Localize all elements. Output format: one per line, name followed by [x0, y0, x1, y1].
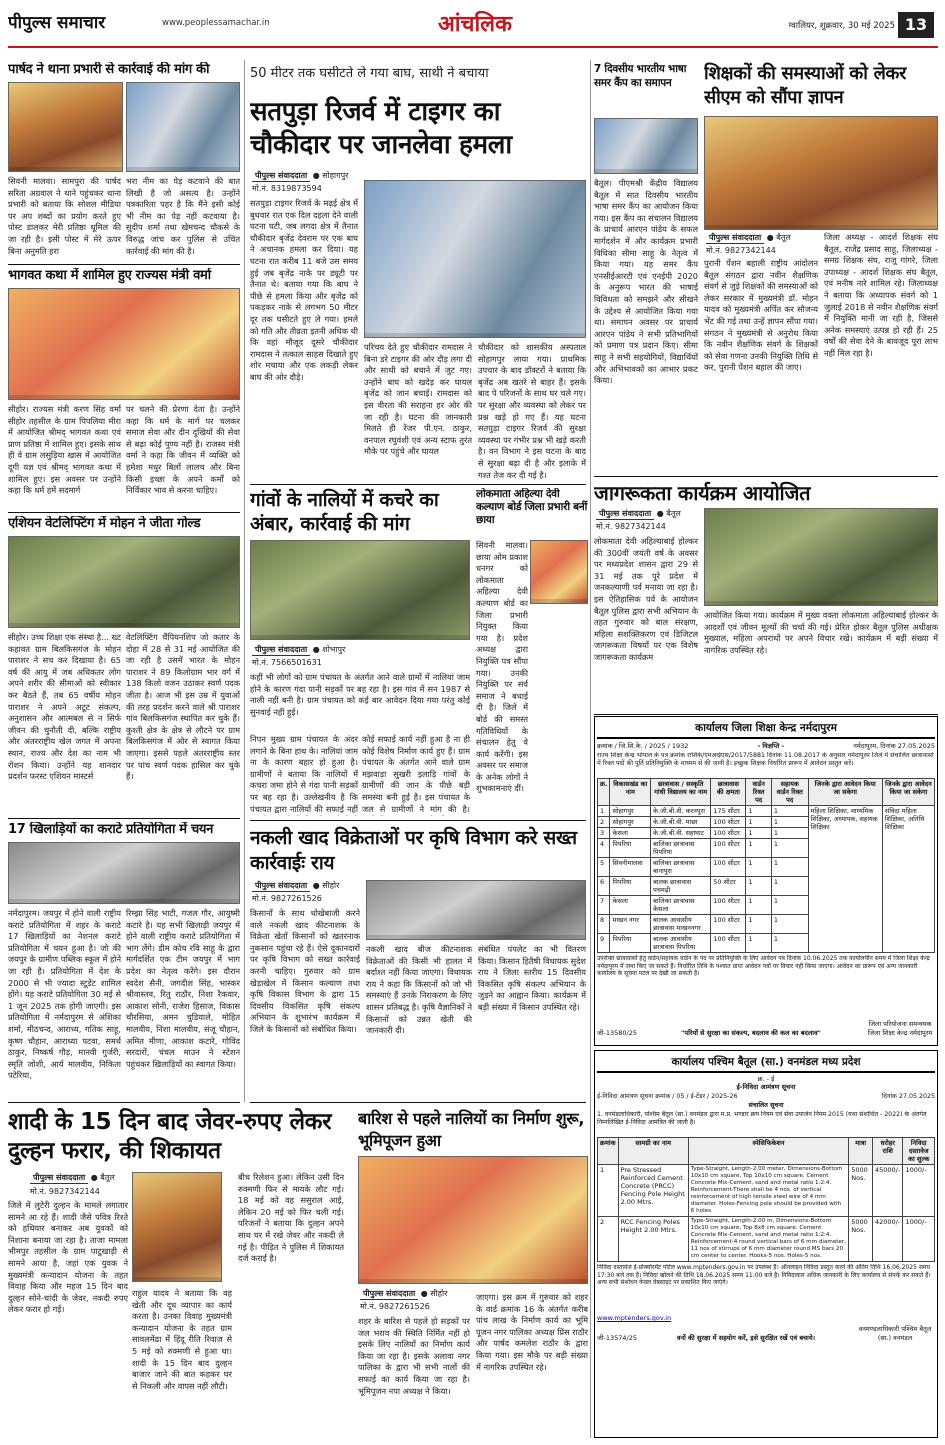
table-cell: 1 [771, 806, 808, 817]
divider [8, 512, 240, 513]
table-cell: सोहागपुर [610, 806, 651, 817]
ad-intro: राज्य शिक्षा केन्द्र भोपाल के पत्र क्रमांक राशिके/एमआईएस/2017/5881 दिनांक 11.08.2017 के अनुसार नर्मदापुरम जिले में संचालित छात्रावासों में रिक्त पदों की पूर्ति प्रतिनियुक्ति के माध्यम से की जानी है। इच्छुक शिक्षक निर्धारित प्रारूप में आवेदन प्रस्तुत करें। [597, 752, 934, 767]
table-cell: 45000/- [873, 1165, 903, 1217]
table-cell: 1 [746, 858, 772, 877]
masthead-title: पीपुल्स समाचार [8, 13, 106, 33]
story-body: चौकीदार को शासकीय अस्पताल सोहागपुर लाया गया। प्राथमिक उपचार के बाद डॉक्टरों ने बताया कि बृजेंद्र अब खतरे से बाहर हैं। इसके बाद पे परिजनों के साथ घर चले गए। पर सुरक्षा और व्यवस्था को लेकर पर प्रश्न खड़े हो गए हैं। यह घटना सतपुड़ा टाइगर रिजर्व की सुरक्षा व्यवस्था पर गंभीर प्रश्न भी खड़े करती है। वन विभाग ने इस घटना के बाद से सुरक्षा बढ़ा दी है और इलाके में गश्त तेज कर दी गई है। [478, 342, 586, 480]
table-cell: 100 सीटर [711, 828, 746, 839]
column-divider [590, 60, 591, 1438]
story-body: पर चलने की प्रेरणा देता है। उन्होंने कहा कि धर्म के मार्ग पर चलकर समाज सेवा और दीन दुखियों की सेवा से बढ़ा कोई पुण्य नहीं है। राजस्व मंत्री वर्मा ने कहा कि जीवन में व्यक्ति को हमेशा मधुर बिलों लालच और बिना किसी इच्छा के अपने कर्मों को निर्विकार भाव से करना चाहिए। [126, 404, 240, 496]
byline-reporter: पीपुल्स संवाददाता [706, 232, 764, 244]
story-body: सतपुड़ा टाइगर रिजर्व के मढ़ई क्षेत्र में बुधवार रात एक दिल दहला देने वाली घटना घटी, जब लगदा क्षेत्र में तैनात चौकीदार बृजेंद्र देवराम पर एक बाघ ने अचानक हमला कर दिया। यह घटना रात करीब 11 बजे उस समय हुई जब बृजेंद्र नाके पर ड्यूटी पर तैनात थे। बताया गया कि बाघ ने पीछे से हमला किया और बृजेंद्र को पकड़कर नाके से लगभग 50 मीटर दूर तक घसीटते हुए ले गया। हमले को गति और तीव्रता इतनी अधिक थी कि वहां मौजूद दूसरे चौकीदार रामदास ने तत्काल साहस दिखाते हुए शोर मचाया और एक लकड़ी लेकर बाघ की ओर दौड़े। [250, 198, 358, 382]
story-body: पुरानी पेंशन बहाली राष्ट्रीय आंदोलन बैतूल संगठन द्वारा नवीन शैक्षणिक संवर्ग से जुड़े शिक्षकों की समस्याओं को लेकर सरकार में मुख्यमंत्री डॉ. मोहन यादव को मुख्यमंत्री अर्पित कर सौजन्य भेंट की गई तथा उन्हें ज्ञापन सौंपा गया। संगठन ने मुख्यमंत्री से अनुरोध किया कि नवीन शैक्षणिक संवर्ग के शिक्षकों को सेवा गणना उनकी नियुक्ति तिथि से कर, पुरानी पेंशन बहाल की जाए। [704, 258, 818, 373]
table-header: सामग्री का नाम [618, 1138, 688, 1165]
story-photo [126, 82, 240, 172]
story-body: लोकमाता देवी अहिल्याबाई होल्कर की 300वीं जयंती वर्ष के अवसर पर मध्यप्रदेश शासन द्वारा 29 से 31 मई तक पूरे प्रदेश में जनकल्याणी पर्व मनाया जा रहा है। इस ऐतिहासिक पर्व के आयोजन बैतूल पुलिस द्वारा सभी अभियान के तहत गुरुवार को बाल संरक्षण, महिला सशक्तिकरण एवं डिजिटल जागरूकता विषयों पर एक विशेष जागरूकता कार्यक्रम [594, 536, 698, 662]
story-body: सिवनी मालवा। सामपुरा की पार्षद सरिता अग्रवाल ने थाने पहुंचकर थाना प्रभारी को बताया कि सोशल मीडिया पर अप शब्दों का प्रयोग करते हुए पोस्ट डालकर मेरी प्रतिष्ठा धूमिल की जा रही है। इसी पोस्ट में मेरे ऊपर बिना अनुमति हरा [8, 176, 121, 256]
table-row [598, 1217, 935, 1262]
ad-tag: क्र. - ई [757, 1075, 775, 1083]
table-header: वार्डन रिक्त पद [746, 779, 772, 806]
byline-place: शोभापुर [322, 645, 346, 654]
byline-reporter: पीपुल्स संवाददाता [252, 880, 310, 892]
ad-ref: क्रमांक / जि.शि.के. / 2025 / 1932 [597, 742, 689, 750]
table-cell: बालक आवासीय छात्रावास माखननगर [651, 915, 711, 934]
story-photo [594, 118, 698, 174]
story-headline: सतपुड़ा रिजर्व में टाइगर का चौकीदार पर जानलेवा हमला [250, 97, 512, 160]
byline-place: सोहागपुर [322, 171, 349, 180]
divider [8, 818, 240, 819]
byline: पीपुल्स संवाददाता ● बैतूल [596, 508, 796, 520]
divider [250, 484, 586, 485]
table-header: क्र. [598, 779, 610, 806]
table-cell: Type-Straight, Length-2.00 m, Dimensions-Bottom 10x10 cm square, Top 8x8 cm square. Cement Concrete Mix-Cement, sand and metal ratio 1:2:4. Reinforcement-4 round vertical bars of 6 mm diameter, 11 nos of stirrups of 6 mm diameter round MS bars 20 cm center to center. Hooks-5 nos. Holes-5 nos. [688, 1217, 848, 1262]
table-header: छात्रावास / सस्कृति गांधी विद्यालय का नाम [651, 779, 711, 806]
table-cell: 1 [771, 915, 808, 934]
byline-reporter: पीपुल्स संवाददाता [252, 170, 310, 182]
byline-place: बैतूल [776, 233, 791, 242]
table-cell: 1 [598, 1165, 619, 1217]
story-photo [132, 1172, 222, 1282]
table-cell: 1 [771, 858, 808, 877]
table-cell: बालिका छात्रावास पिपरिया [651, 839, 711, 858]
table-header: जिनके द्वारा आवेदन किया जा सकेगा [882, 779, 934, 806]
story-body: कोई सफाई कार्य नहीं हुआ है ना ही कोई विशेष निर्माण कार्य हुए हैं। ग्राम पंचायत के अंतर्गत आने वाले ग्राम मझवाड़ा सुखरी इलाड़ि गांवों के ग्रामीणों की जान के पीछे बड़ी समस्या बनी हुई है। इस पंचायत के जल से ग्रामीणों ने मांग की है। [362, 734, 470, 814]
story-body: सीहोर। उच्च शिक्षा एक संस्था है... ख्ट कहावत ग्राम बिलकिसगंज के मोहन पाराशर ने सच कर दिखाया है। 65 वर्ष की आयु में जब अधिकतर लोग अपने शरीर की सीमाओं को स्वीकार कर बैठते हैं, तब 65 वर्षीय मोहन पाराशर ने अपने अटूट संकल्प, अनुशासन और आत्मबल से न सिर्फ जीवन की चुनौती दी, बल्कि राष्ट्रीय और अंतरराष्ट्रीय खेल जगत में अपना स्थान, राज्य और देश का नाम भी रोशन किया। उन्होंने यह शानदार प्रदर्शन फरस्ट एशियन मास्टर्स [8, 632, 121, 782]
table-cell: 1 [771, 817, 808, 828]
story-headline: बारिश से पहले नालियों का निर्माण शुरू, भूमिपूजन हुआ [358, 1109, 585, 1150]
ad-signature: वनमण्डलाधिकारी पश्चिम बैतूल (सा.) वनमंडल [858, 1325, 932, 1342]
story-headline: 17 खिलाड़ियों का कराटे प्रतियोगिता में चयन [8, 822, 214, 837]
story-body: सिवनी मालवा। छाया ओम प्रकाश धनगर को लोकमाता अहिल्या देवी कल्याण बोर्ड का जिला प्रभारी नियुक्त किया गया है। प्रदेश अध्यक्ष द्वारा नियुक्ति पत्र सौंपा गया। उनकी नियुक्ति पर सर्व समाज ने बधाई दी है। जिले में बोर्ड की समस्त गतिविधियों के संचालन हेतु वे कार्य करेंगी। इस अवसर पर समाज के अनेक लोगों ने शुभकामनाएं दीं। [476, 540, 528, 794]
table-cell: 6 [598, 877, 610, 896]
story-body: बीच रिलेशन हुआ। लेकिन उसी दिन रुक्मणी फिर से मायके लौट गई। 18 मई को वह ससुराल आई, लेकिन 20 मई को फिर चली गई। परिजनों ने बताया कि दुल्हन अपने साथ घर में रखे जेवर और नकदी ले गई है। पीड़ित ने पुलिस में शिकायत दर्ज कराई है। [238, 1172, 344, 1264]
table-cell: बालिका छात्रावास केसला [651, 896, 711, 915]
story-headline: भागवत कथा में शामिल हुए राज्यस मंत्री वर्मा [8, 268, 211, 283]
story-headline: जागरूकता कार्यक्रम आयोजित [594, 481, 811, 505]
divider [594, 714, 938, 715]
byline: पीपुल्स संवाददाता ● बैतूल [706, 232, 906, 244]
ad-notes: उपरोक्त छात्रावासों हेतु वार्डन/सहायक वार्डन के पद पर प्रतिनियुक्ति के लिए आवेदन पत्र दिनांक 10.06.2025 तक कार्यालयीन समय में जिला शिक्षा केन्द्र नर्मदापुरम में जमा किए जा सकते हैं। निर्धारित तिथि के पश्चात प्राप्त आवेदन पत्रों पर विचार नहीं किया जाएगा। आवेदन का प्रारूप एवं अन्य जानकारी कार्यालय के सूचना पटल पर देखी जा सकती है। [597, 955, 930, 977]
table-cell: 3 [598, 828, 610, 839]
story-body: राहुल यादव ने बताया कि वह खेती और दूध व्यापार का कार्य करता है। उनका विवाह मुख्यमंत्री कन्यादान योजना के तहत ग्राम सावलमेंढा में हिंदू रीति रिवाज से 5 मई को रुक्मणी से हुआ था। शादी के 15 दिन बाद दुल्हन बाजार जाने की बात कहकर घर से निकली और वापस नहीं लौटी। [132, 1288, 232, 1391]
table-cell: 1 [746, 828, 772, 839]
ad-terms: निविदा दस्तावेज ई-प्रोक्योरमेंट पोर्टल www.mptenders.gov.in पर उपलब्ध हैं। ऑनलाइन निविदा प्रस्तुत करने की अंतिम तिथि 16.06.2025 समय 17:30 बजे तक है। निविदा खोलने की तिथि 18.06.2025 समय 11:00 बजे है। निविदाकार अधिक जानकारी के लिए कार्यालय से संपर्क कर सकते हैं। अन्य सभी संशोधन केवल वेबसाइट पर प्रकाशित किए जाएंगे। [597, 1264, 931, 1286]
byline-reporter: पीपुल्स संवाददाता [252, 644, 310, 656]
table-cell: बालक आवासीय छात्रावास पिपरिया [651, 934, 711, 953]
story-photo [8, 842, 240, 904]
table-cell: 9 [598, 934, 610, 953]
byline-mobile: मो.नं. 9827342144 [596, 522, 666, 531]
ad-table [597, 1137, 935, 1262]
page-header [0, 0, 945, 46]
table-cell: 1 [771, 839, 808, 858]
table-cell: 1 [746, 934, 772, 953]
story-headline: 7 दिवसीय भारतीय भाषा समर कैंप का समापन [594, 63, 687, 89]
table-cell: 1 [746, 915, 772, 934]
table-header: सहायक वार्डन रिक्त पद [771, 779, 808, 806]
byline: पीपुल्स संवाददाता ● सोहागपुर [252, 170, 432, 182]
ad-subtitle: - विज्ञप्ति - [757, 742, 785, 750]
story-body: वेटलिफ्टिंग चैंपियनशिप जो कतार के दोहा में 28 से 31 मई आयोजित की जा रही है उसमें भारत के मोहन पाराशर ने 89 किलोग्राम भार वर्ग में 138 किलो वजन उठाकर स्वर्ण पदक जीता है। आज भी इस उम्र में युवाओं की तरह प्रदर्शन करने वाले श्री पाराशर गांव बिलकिसगंज स्थापित कर चुके हैं। कुश्ती क्षेत्र के क्षेत्र से लौटने पर ग्राम बिलकिसगंज में ओर से स्वागत किया जाएगा। इससे पहले अंतरराष्ट्रीय स्तर पर पांच स्वर्ण पदक हासिल कर चुके हैं। [126, 632, 240, 782]
table-cell: 1 [746, 896, 772, 915]
table-cell: 1 [746, 806, 772, 817]
table-cell: बालक छात्रावास पचमढ़ी [651, 877, 711, 896]
header-rule [8, 46, 938, 48]
table-cell: Type-Straight, Length-2.00 meter, Dimensions-Bottom 10x10 cm square, Top 10x10 cm square. Cement Concrete Mix-Cement, sand and metal ratio 1:2:4. Reinforcement-There shall be 4 nos. of vertical reinforcement of high tensile steel wire of 4 mm diameter. Holes-Fencing pole should be provided with 6 holes. [688, 1165, 848, 1217]
story-headline: एशियन वेटलिफ्टिंग में मोहन ने जीता गोल्ड [8, 516, 201, 531]
table-header: स्पेसिफिकेशन [688, 1138, 848, 1165]
table-cell: केसला [610, 896, 651, 915]
story-body: शहर के बारिश से पहले हो सड़कों पर जल भराव की स्थिति निर्मित नहीं हो इसके लिए नालियों का निर्माण कार्य किया जा रहा है। इसके अलावा नगर पालिका के द्वारा भी सभी नालों की सफाई का कार्य किया जा रहा है। भूमिपूजन नपा अध्यक्ष ने किया। [358, 1316, 470, 1396]
ad-number: जी-13574/25 [597, 1334, 637, 1342]
dateline: ग्वालियर, शुक्रवार, 30 मई 2025 [788, 21, 895, 31]
story-body: संबंधित पंपलेट का भी वितरण किया। किसान हितैषी विधायक सुदेश राय ने जिला स्तरीय 15 दिवसीय विकसित कृषि संकल्प अभियान के जुड़ने का आह्वान किया। कार्यक्रम में बड़ी संख्या में किसान उपस्थित रहे। [478, 944, 586, 1012]
byline-reporter: पीपुल्स संवाददाता [596, 508, 654, 520]
table-header: क्रमांक [598, 1138, 619, 1165]
ad-title: कार्यालय जिला शिक्षा केन्द्र नर्मदापुरम [597, 719, 935, 739]
story-body: कहीं भी लोगों को ग्राम पंचायत के अंतर्गत आने वाले ग्रामों में नालियां जाम होने के कारण गंदा पानी सड़कों पर बह रहा है। इस गांव में सन 1987 से नाली नहीं बनी है। ग्राम पंचायत को कई बार आवेदन दिया गया परंतु कोई सुनवाई नहीं हुई। [250, 672, 470, 717]
table-cell: 100 सीटर [711, 915, 746, 934]
table-cell: 100 सीटर [711, 896, 746, 915]
table-cell: बालिका छात्रावास बानापुरा [651, 858, 711, 877]
ad-slogan: "परियों से सुरक्षा का संकल्प, बदलाव की कल का बदलाव" [681, 1029, 821, 1037]
table-cell: 1 [746, 817, 772, 828]
table-header: मात्रा [849, 1138, 873, 1165]
table-header: जिनके द्वारा आवेदन किया जा सकेगा [808, 779, 882, 806]
table-cell: RCC Fencing Poles Height 2.00 Mtrs. [618, 1217, 688, 1262]
byline-mobile: मो.नं. 9827342144 [706, 246, 776, 255]
story-photo [250, 540, 470, 640]
table-cell: 100 सीटर [711, 839, 746, 858]
divider [8, 1102, 240, 1103]
table-cell: 1 [771, 877, 808, 896]
table-cell: के.जी.बी.वी. माछा [651, 817, 711, 828]
story-body: सीहोर। राज्यस मंत्री करण सिंह वर्मा सीहोर तहसील के ग्राम पिपलिया मीरा में आयोजित श्रीमद् भागवत कथा एवं प्राण प्रतिष्ठा में शामिल हुए। इसके साथ ही वे ग्राम लसुड़िया खास में आयोजित दूगी यज्ञ एवं श्रीमद् भागवत कथा में शामिल हुए। इस अवसर पर उन्होंने कहा कि धर्म हमें सदमार्ग [8, 404, 121, 496]
table-cell: 175 सीटर [711, 806, 746, 817]
table-cell: 7 [598, 896, 610, 915]
byline-mobile: मो.नं. 8319873594 [252, 184, 322, 193]
table-header: धरोहर राशि [873, 1138, 903, 1165]
story-headline: नकली खाद विक्रेताओं पर कृषि विभाग करे सख्त कार्रवाईः राय [250, 827, 577, 874]
table-cell: 2 [598, 817, 610, 828]
table-cell: पिपरिया [610, 877, 651, 896]
table-cell: 1 [771, 828, 808, 839]
table-cell: 1 [746, 877, 772, 896]
table-header: छात्रावास की क्षमता [711, 779, 746, 806]
story-body: निपन मुख्य ग्राम पंचायत के अंदर लगाने के बिना हाथ के। नालियां जाम ना के कारण बहार हो हुआ है। ग्रामीणों ने बताया कि नालियों में कचरा जमा होने से गंदा पानी सड़कों पर बह रहा है। उल्लेखनीय है कि पंचायत द्वारा नालियों की सफाई नहीं [250, 734, 358, 814]
ad-sub: ई-निविदा आमंत्रण सूचना [736, 1083, 796, 1091]
ad-intro: 1. वनमंडलाधिकारी, पश्चिम बैतूल (सा.) वनमंडल द्वारा म.प्र. भण्डार क्रय नियम एवं सेवा उपार्जन नियम 2015 (यथा संशोधित - 2022) के अंतर्गत निम्नलिखित ई-निविदा आमंत्रित की जाती है। [597, 1111, 927, 1126]
table-header: विकासखंड का नाम [610, 779, 651, 806]
page-number: 13 [898, 12, 934, 38]
story-body: बैतूल। पीएमश्री केंद्रीय विद्यालय बैतूल में सात दिवसीय भारतीय भाषा समर कैंप का आयोजन किया गया। इस कैंप का संचालन विद्यालय के प्राचार्य आरएन पांडेय के सफल मार्गदर्शन में और कार्यक्रम प्रभारी विधिका सीमा साहू के नेतृत्व में किया गया। यह समर कैंप एनसीईआरटी एवं एनईपी 2020 के अनुरूप भारत की भाषाई विविधता को समझने और सीखने के उद्देश्य से आयोजित किया गया था। समापन अवसर पर प्राचार्य आरएन पांडेय ने सभी प्रतिभागियों को प्रमाण पत्र प्रदान किए। सीमा साहू ने सभी सहयोगियों, विद्यार्थियों और अभिभावकों का आभार प्रकट किया। [594, 178, 698, 386]
table-cell: 1 [598, 806, 610, 817]
story-body: जाएगा। इस क्रम में गुरुवार को शहर के वार्ड क्रमांक 16 के अंतर्गत करीब पांच लाख के निर्माण कार्य का भूमि पूजन नगर पालिका अध्यक्ष प्रिंस राठौर और पार्षद कमलेश राठौर के द्वारा किया गया। इस मौके पर बड़ी संख्या में नागरिक उपस्थित रहे। [476, 1292, 588, 1372]
table-cell: पिपरिया [610, 934, 651, 953]
table-cell: 4 [598, 839, 610, 858]
table-cell: 42000/- [873, 1217, 903, 1262]
table-cell: 5000 Nos. [849, 1165, 873, 1217]
tender-ad-forest [594, 1050, 938, 1438]
table-cell: सोहागपुर [610, 817, 651, 828]
table-cell: सिवनीमालवा [610, 858, 651, 877]
story-body: जिले में लुटेरी दुल्हन के मामले लगातार सामने आ रहे हैं। शादी जैसे पवित्र रिश्ते को हथियार बनाकर अब युवकों को निशाना बनाया जा रहा है। ताजा मामला भीमपुर तहसील के ग्राम पाटुखाड़ी से सामने आया है, जहां एक युवक ने मुख्यमंत्री कन्यादान योजना के तहत विवाह किया और महज 15 दिन बाद दुल्हन सोने-चांदी के जेवर, नकदी रुपए लेकर फरार हो गई। [8, 1200, 128, 1315]
ad-signature: जिला परियोजना समन्वयक जिला शिक्षा केन्द्र नर्मदापुरम [867, 1020, 933, 1037]
story-body: किसानों के साथ धोखेबाजी करने वाले नकली खाद कीटनाशक के विक्रेता खेतों किसानों को खतरनाक नुकसान पहुंचा रहे हैं। ऐसे दुकानदारों पर कृषि विभाग को सख्त कार्रवाई करनी चाहिए। गुरुवार को ग्राम खेड़ाखेल में किसान कल्याण तथा कृषि विकास विभाग के द्वारा 15 दिवसीय विकसित कृषि संकल्प अभियान के शुभारंभ कार्यक्रम में जिले के किसानों को संबोधित किया। [250, 908, 360, 1034]
byline: पीपुल्स संवाददाता ● बैतूल [30, 1172, 180, 1184]
ad-table [597, 778, 935, 953]
byline-place: सीहोर [322, 881, 340, 890]
story-headline: गांवों के नालियों में कचरे का अंबार, कार्रवाई की मांग [250, 489, 439, 535]
table-cell: 1 [746, 839, 772, 858]
story-photo [704, 508, 938, 606]
website-url[interactable]: www.peoplessamachar.in [162, 18, 270, 28]
story-photo [8, 288, 240, 400]
story-headline: शादी के 15 दिन बाद जेवर-रुपए लेकर दुल्हन फरार, की शिकायत [8, 1109, 332, 1164]
story-photo [8, 82, 123, 172]
byline: पीपुल्स संवाददाता ● सीहोर [252, 880, 432, 892]
byline-mobile: मो.नं. 9827342144 [30, 1187, 100, 1196]
table-cell: 5000 Nos. [849, 1217, 873, 1262]
story-body: नर्मदापुरम। जयपुर में होने वाली राष्ट्रीय कराटे प्रतियोगिता में शहर के कराटे 17 खिलाड़ियों का नेशनल कराटे प्रतियोगिता में चयन हुआ है। जो की जयपुर के ग्रामीण पब्लिक स्कूल में होने जा रही है। प्रतियोगिता में देश के 2000 से भी ज्यादा स्टूडेंट शामिल होंगे। यह कराटे प्रतियोगिता 30 मई से 1 जून 2025 तक होगी जाएगी। इस प्रतियोगिता में नर्मदापुरम से अंशिका शर्मा, मीठचन्द, आराध्य, गतिक साहू, कृष्ण चौहान, आराध्या पटवा, समर्थ ठाकुर, निष्कर्ष गौड़, मानवी गुर्जरी, स्मृति जोशी, आर्य मालवीय, निकिता पटेरिया, [8, 908, 121, 1081]
table-row [598, 1165, 935, 1217]
story-photo [530, 540, 588, 604]
story-body: भरा नीम का पेड़ कटवाने की बात लिखी है जो असत्य है। उन्होंने पत्रकारिता पहर है कि मैंने इसी कोई भी नीम का पेड़ नहीं कटवाया है। सुदीप शर्मा तथा खेमचन्द चौकसे के विरुद्ध जांच कर पुलिस से उचित कार्रवाई की मांग की है। [126, 176, 240, 256]
story-kicker: 50 मीटर तक घसीटते ले गया बाघ, साथी ने बचाया [250, 66, 489, 81]
story-photo [704, 116, 938, 230]
divider [594, 476, 938, 477]
column-divider [244, 60, 245, 1102]
table-cell: महिला शिक्षिका, माध्यमिक शिक्षिका, अध्यापक, सहायक शिक्षिका [808, 806, 882, 953]
table-row [598, 806, 935, 817]
table-cell: 100 सीटर [711, 858, 746, 877]
table-cell: केसला [610, 828, 651, 839]
story-headline: शिक्षकों की समस्याओं को लेकर सीएम को सौंपा ज्ञापन [704, 63, 907, 108]
table-cell: संविदा महिला शिक्षिका, अतिथि शिक्षिका [882, 806, 934, 953]
byline: पीपुल्स संवाददाता ● शोभापुर [252, 644, 432, 656]
table-cell: के.जी.बी.वी. सहाघाट [651, 828, 711, 839]
byline-reporter: पीपुल्स संवाददाता [360, 1288, 418, 1300]
table-cell: Pre Stressed Reinforced Cement Concrete (PRCC) Fencing Pole Height 2.00 Mtrs. [618, 1165, 688, 1217]
ad-website[interactable]: www.mptenders.gov.in [597, 1314, 672, 1322]
table-cell: 2 [598, 1217, 619, 1262]
byline-reporter: पीपुल्स संवाददाता [30, 1172, 88, 1184]
ad-slogan: वनों की सुरक्षा में सहयोग करें, इसे सुरक्षित रखें एवं बचाये। [676, 1334, 816, 1342]
divider [250, 1102, 586, 1103]
story-photo [366, 880, 586, 940]
story-body: परिचय देते हुए चौकीदार रामदास ने बिना डरे टाइगर की ओर दौड़ लगा दी और साथी को बचाने में जुट गए। उन्होंने बाघ को खदेड़ कर घायल बृजेंद्र को जान बचाई। रामदास को इस वीरता की सराहना हर ओर की जा रही है। घटना की जानकारी मिलते ही रेंजर पी.एन. ठाकुर, वनपाल रघुवंशी एवं अन्य स्टाफ तुरंत मौके पर पहुंचे और घायल [364, 342, 472, 457]
byline-mobile: मो.नं. 9827261526 [360, 1302, 430, 1311]
story-photo [8, 536, 240, 628]
story-photo [364, 180, 586, 338]
story-body: रिम्झा सिंह भाटी, गजल गौर, आयुष्मी कटारे है। यह सभी खिलाड़ी जयपुर में होने वाली राष्ट्रीय कराटे प्रतियोगिता में भाग लेंगे। डीम कोच रवि साहू के द्वारा मार्गदर्शित एक टीम जयपुर में भाग प्रदेश का नेतृत्व करेंगे। इस दौरान स्वदेश सैनी, जगदीश सिंह, भास्कर श्रीवास्तव, रितु राठौर, निशा रैकवार, आकाश सोनी, राजेश हिसाज, विकास चौरसिया, अमन चुडियाले, मोहित मालवीय, निशा मालवीय, संजू चौहान, अमित मीणा, आकाश कटारे, गोविंद सरदारों, चंचल माउन ने स्टेशन पहुंचकर खिलाड़ियों का स्वागत किया। [126, 908, 240, 1069]
ad-sub: ई-निविदा आमंत्रण सूचना क्रमांक / 05 / ई-टेंडर / 2025-26 [597, 1093, 738, 1100]
masthead [8, 10, 158, 36]
divider [8, 264, 240, 265]
table-cell: के.जी.बी.वी. करनपुरा [651, 806, 711, 817]
byline: पीपुल्स संवाददाता ● सीहोर [360, 1288, 540, 1300]
byline-place: बैतूल [666, 509, 681, 518]
story-body: नकली खाद बीज कीटनाशक विक्रेताओं की किसी भी हालत में बर्दाश्त नहीं किया जाएगा। विधायक राय ने कहा कि किसानों को जो भी समस्याएं हैं उनके निराकरण के लिए शासन प्रतिबद्ध है। कृषि वैज्ञानिकों ने किसानों को उन्नत खेती की जानकारी दी। [366, 944, 472, 1036]
tender-ad-education [594, 716, 938, 1046]
story-headline: पार्षद ने थाना प्रभारी से कार्रवाई की मांग की [8, 62, 210, 77]
ad-title: कार्यालय पश्चिम बैतूल (सा.) वनमंडल मध्य प्रदेश [597, 1053, 935, 1073]
story-headline: लोकमाता अहिल्या देवी कल्याण बोर्ड जिला प्रभारी बनीं छाया [476, 488, 588, 526]
byline-mobile: मो.नं. 9827261526 [252, 894, 322, 903]
table-header: निविदा दस्तावेज का शुल्क [903, 1138, 935, 1165]
table-cell: 8 [598, 915, 610, 934]
table-cell: 1000/- [903, 1165, 935, 1217]
table-cell: 1 [771, 896, 808, 915]
table-cell: 1000/- [903, 1217, 935, 1262]
table-cell: 1 [771, 934, 808, 953]
table-cell: 5 [598, 858, 610, 877]
ad-number: जी-13580/25 [597, 1029, 637, 1037]
divider [250, 820, 586, 821]
ad-date: दिनांक 27.05.2025 [882, 1093, 935, 1100]
table-cell: पिपरिया [610, 839, 651, 858]
story-body: आयोजित किया गया। कार्यक्रम में मुख्य वक्ता लोकमाता अहिल्याबाई होल्कर के आदर्शों एवं जीवन मूल्यों की चर्चा की गई। प्रेरित होकर बैतूल पुलिस अधीक्षक मुख्याल, महिला अपराधों पर अपने विचार रखे। कार्यक्रम में बड़ी संख्या में नागरिक उपस्थित रहे। [704, 610, 938, 655]
ad-date: नर्मदापुरम, दिनांक 27.05.2025 [853, 742, 935, 750]
table-cell: 100 सीटर [711, 817, 746, 828]
ad-sub: संचालित सूचना [748, 1102, 784, 1109]
table-cell: 100 सीटर [711, 934, 746, 953]
story-body: जिला अध्यक्ष - आदर्श शिक्षक संघ बैतूल, राजेंद्र प्रसाद साहू, जिलाध्यक्ष - समग्र शिक्षक संघ, राजू गांगरे, जिला उपाध्यक्ष - आदर्श शिक्षक संघ बैतूल, एवं मनीष नारे शामिल रहे। जिलाध्यक्ष ने बताया कि अध्यापक संवर्ग को 1 जुलाई 2018 से नवीन शैक्षणिक संवर्ग में नियुक्ति मानी जा रही है, जिससे अनेक समस्याएं उत्पन्न हो रही हैं। 25 वर्षों की सेवा देने के बावजूद पूरा लाभ नहीं मिल रहा है। [824, 232, 938, 358]
table-cell: 50 सीटर [711, 877, 746, 896]
byline-place: सीहोर [430, 1289, 448, 1298]
story-photo [358, 1156, 588, 1284]
byline-mobile: मो.नं. 7566501631 [252, 658, 322, 667]
section-label: आंचलिक [438, 12, 512, 37]
byline-place: बैतूल [100, 1173, 115, 1182]
table-cell: माखन नगर [610, 915, 651, 934]
